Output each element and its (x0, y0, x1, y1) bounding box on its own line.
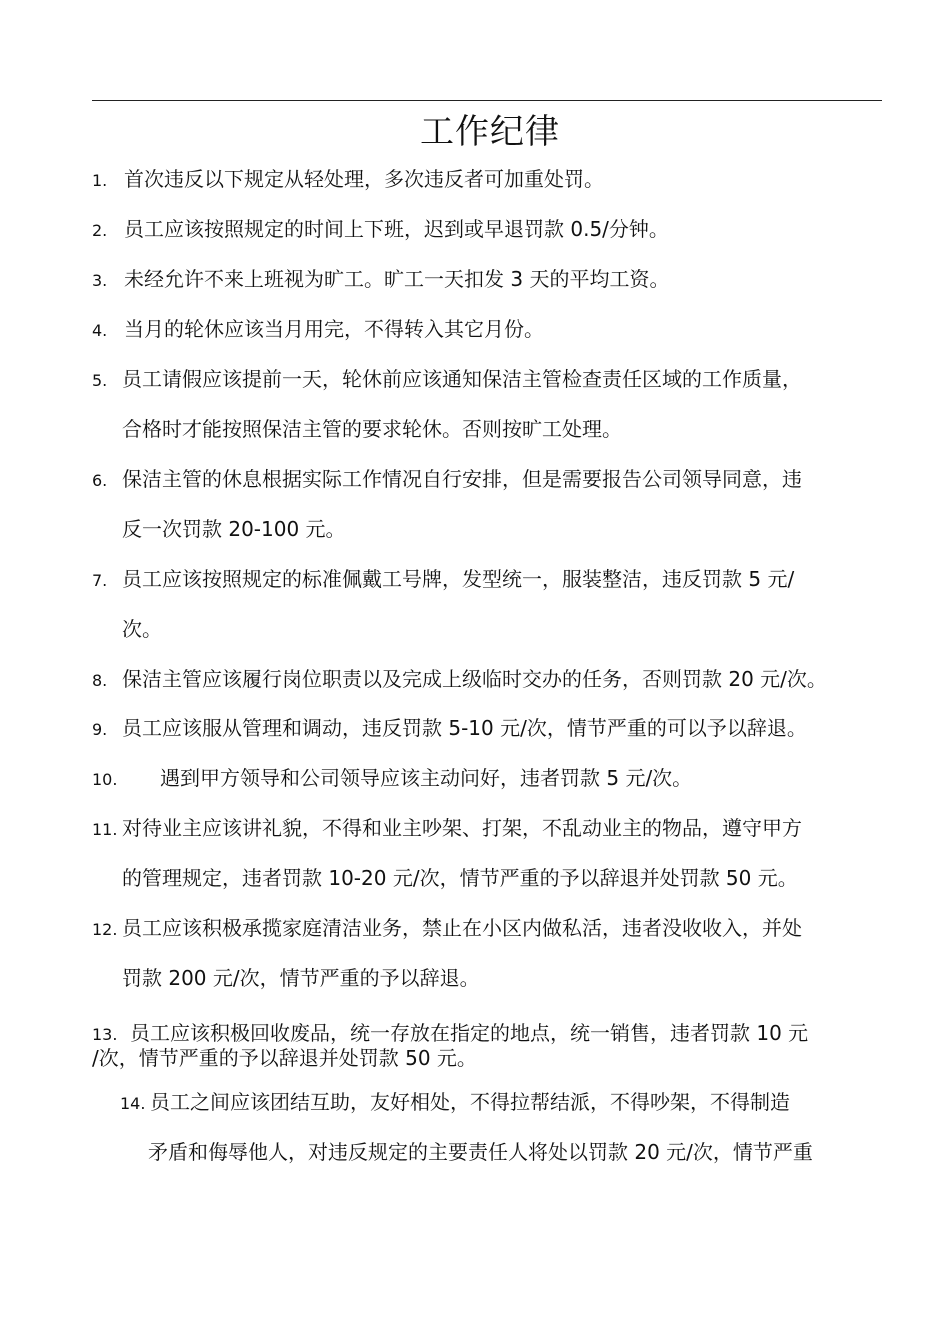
rule-number: 9. (92, 720, 108, 739)
rule-line-7 (92, 566, 794, 594)
rule-number: 7. (92, 571, 108, 590)
rule-number: 8. (92, 671, 108, 690)
rule-number: 4. (92, 321, 108, 340)
rule-line-1 (92, 166, 604, 194)
rule-text: 员工应该积极承揽家庭清洁业务，禁止在小区内做私活，违者没收收入，并处 (122, 916, 802, 940)
rule-line-14-cont (148, 1139, 813, 1165)
rule-line-4 (92, 316, 544, 344)
rule-text: 矛盾和侮辱他人，对违反规定的主要责任人将处以罚款 20 元/次，情节严重 (148, 1140, 813, 1164)
rule-text: 遇到甲方领导和公司领导应该主动问好，违者罚款 5 元/次。 (160, 766, 693, 790)
rule-text: 罚款 200 元/次，情节严重的予以辞退。 (122, 966, 480, 990)
rule-number: 14. (120, 1094, 146, 1113)
rule-number: 10. (92, 770, 118, 789)
rule-text: 次。 (122, 617, 162, 641)
rule-text: 当月的轮休应该当月用完，不得转入其它月份。 (124, 317, 544, 341)
rule-text: 保洁主管的休息根据实际工作情况自行安排，但是需要报告公司领导同意，违 (122, 467, 802, 491)
rule-number: 3. (92, 271, 108, 290)
rule-line-6 (92, 466, 802, 494)
rule-number: 12. (92, 920, 118, 939)
rule-line-7-cont (122, 616, 162, 642)
rule-line-6-cont (122, 516, 346, 542)
rule-text: 首次违反以下规定从轻处理，多次违反者可加重处罚。 (124, 167, 604, 191)
rule-text: 员工应该按照规定的时间上下班，迟到或早退罚款 0.5/分钟。 (124, 217, 669, 241)
rule-text: /次，情节严重的予以辞退并处罚款 50 元。 (92, 1046, 477, 1070)
rule-line-5 (92, 366, 802, 394)
rule-number: 11. (92, 820, 118, 839)
rule-text: 员工应该服从管理和调动，违反罚款 5-10 元/次，情节严重的可以予以辞退。 (122, 716, 807, 740)
rule-text: 员工之间应该团结互助，友好相处，不得拉帮结派，不得吵架，不得制造 (150, 1090, 790, 1114)
rule-number: 2. (92, 221, 108, 240)
rule-text: 对待业主应该讲礼貌，不得和业主吵架、打架，不乱动业主的物品，遵守甲方 (122, 816, 802, 840)
rule-text: 保洁主管应该履行岗位职责以及完成上级临时交办的任务，否则罚款 20 元/次。 (122, 667, 827, 691)
top-rule (92, 100, 882, 101)
rule-text: 反一次罚款 20-100 元。 (122, 517, 346, 541)
rule-number: 1. (92, 171, 108, 190)
rule-number: 5. (92, 371, 108, 390)
rule-number: 13. (92, 1025, 118, 1044)
rule-line-10 (92, 765, 692, 793)
rule-number: 6. (92, 471, 108, 490)
rule-text: 员工应该积极回收废品，统一存放在指定的地点，统一销售，违者罚款 10 元 (130, 1021, 809, 1045)
rule-line-5-cont (122, 416, 622, 442)
rule-line-12 (92, 915, 802, 943)
rule-line-14 (120, 1089, 790, 1117)
rule-line-11-cont (122, 865, 798, 891)
rule-text: 员工请假应该提前一天，轮休前应该通知保洁主管检查责任区域的工作质量， (122, 367, 802, 391)
rule-text: 员工应该按照规定的标准佩戴工号牌，发型统一，服装整洁，违反罚款 5 元/ (122, 567, 795, 591)
rule-line-9 (92, 715, 807, 743)
rule-line-12-cont (122, 965, 480, 991)
rule-text: 合格时才能按照保洁主管的要求轮休。否则按旷工处理。 (122, 417, 622, 441)
rule-line-8 (92, 666, 827, 694)
rule-line-13 (92, 1020, 808, 1048)
rule-text: 未经允许不来上班视为旷工。旷工一天扣发 3 天的平均工资。 (124, 267, 670, 291)
rule-line-3 (92, 266, 669, 294)
rule-line-13-cont (92, 1045, 477, 1071)
page-title: 工作纪律 (420, 112, 560, 152)
rule-text: 的管理规定，违者罚款 10-20 元/次，情节严重的予以辞退并处罚款 50 元。 (122, 866, 798, 890)
rule-line-2 (92, 216, 669, 244)
rule-line-11 (92, 815, 802, 843)
